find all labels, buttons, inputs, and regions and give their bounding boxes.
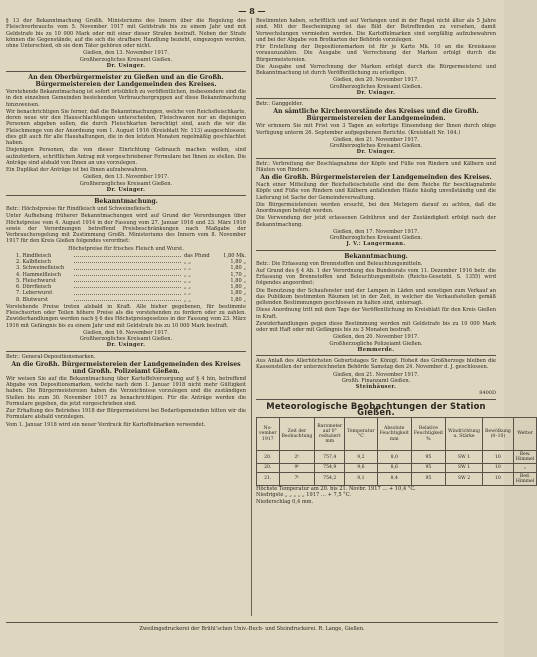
notice2-paragraph: Vorstehende Preise treten alsbald in Kraft. Alle bisher gegebenen, für bestimmte Fleischsorten oder Teilen höhere Preise als die vorstehenden zu fordern oder zu zahlen. Zuwiderhandlungen werden nach § 6 des Höchstpreisgesetzes in der Fassung vom 23. März 1916 mit Gefängnis bis zu einem Jahr und mit Geldstrafe bis zu 10 000 Mark bestraft. [6, 303, 246, 329]
notice7-office: Großh. Finanzamt Gießen. [341, 377, 411, 384]
weather-cell: SW 1 [446, 464, 483, 472]
right-column [256, 18, 535, 505]
weather-row [257, 472, 537, 485]
notice4-date: Gießen, den 21. November 1917. [333, 136, 419, 143]
weather-cell: 2ʰ [279, 451, 315, 464]
price-item: 1. Rindfleisch [16, 252, 52, 259]
notice2-heading: Bekanntmachung. [94, 198, 158, 205]
notice5-paragraph: Die Verwendung der jetzt erlassenen Gebühren und der Zuständigkeit erfolgt nach der Bekanntmachung. [256, 215, 496, 228]
weather-header: Relative Feuchtigkeit % [411, 418, 445, 451]
price-value: 1,80 „ [230, 284, 246, 290]
notice3-subject: Betr.: General-Depositionsmarken. [6, 353, 96, 360]
notice5-subject: Betr.: Verbreitung der Beschlagnahme der Köpfe und Füße von Rindern und Kälbern und Häuten von Rindern. [256, 160, 496, 173]
notice6-paragraph: Die Benutzung der Schaufenster und der Lampen in Läden und sonstigen zum Verkauf an das Publikum bestimmten Räumen ist in der Zeit, in welcher die Verkaufsstellen gemäß geltenden Bestimmungen geschlossen zu halten sind, untersagt. [256, 287, 496, 306]
notice4-paragraph: Wir erinnern Sie mit Frist von 3 Tagen an sofortige Einsendung der Ihnen durch obige Verfügung unterm 26. September aufgegebenen Berichte. (Kreisblatt Nr. 164.) [256, 123, 496, 136]
printer-footer: Zweilingsdruckerei der Brühl’schen Univ.-Buch- und Steindruckerei. R. Lange, Gießen. [6, 622, 498, 632]
weather-cell: 9,6 [345, 464, 377, 472]
weather-row [257, 451, 537, 464]
divider-rule [6, 71, 246, 72]
top-office: Großherzogliches Kreisamt Gießen. [329, 83, 423, 90]
weather-note: Niederschlag 0,4 mm. [256, 498, 314, 505]
notice4-subject: Betr.: Ganggelder. [256, 101, 303, 107]
notice5-heading: An die Großh. Bürgermeistereien der Landgemeinden des Kreises. [260, 174, 492, 181]
weather-cell: 20. [257, 451, 280, 464]
price-item: 3. Schweinefleisch [16, 265, 65, 272]
weather-header-row [257, 418, 537, 451]
price-value: 1,80 „ [230, 296, 246, 303]
notice7-code: 8400D [479, 390, 496, 397]
price-item: 6. Dörrfleisch [16, 284, 52, 290]
weather-header: No-vember 1917 [257, 418, 280, 451]
notice5-paragraph: Die Bürgermeistereien werden ersucht, bei den Metzgern darauf zu achten, daß die Anordnungen befolgt werden. [256, 201, 496, 214]
notice7-date: Gießen, den 21. November 1917. [333, 371, 419, 378]
divider-rule [256, 399, 496, 400]
intro-signer: Dr. Usinger. [106, 62, 146, 69]
notice6-paragraph: Zuwiderhandlungen gegen diese Bestimmung werden mit Geldstrafe bis zu 10 000 Mark oder mit Haft oder mit Gefängnis bis zu 3 Monaten bestraft. [256, 320, 496, 333]
weather-cell: 10 [482, 464, 513, 472]
weather-cell: 754,9 [315, 464, 345, 472]
notice7-paragraph: Aus Anlaß des Allerhöchsten Geburtstages Sr. Königl. Hoheit des Großherzogs bleiben die Kassenstellen der unterzeichneten Behörde Samstag den 24. November d. J. geschlossen. [256, 358, 496, 371]
weather-cell: 95 [411, 472, 445, 485]
weather-cell: Bew. Himmel [513, 451, 536, 464]
weather-header: Wetter [513, 418, 536, 451]
weather-cell: 8,4 [377, 472, 411, 485]
weather-title: Meteorologische Beobachtungen der Station Gießen. [266, 400, 486, 417]
weather-cell: 8,6 [377, 464, 411, 472]
notice3-paragraph: Wir weisen Sie auf die Bekanntmachung über Kartoffelversorgung auf § 4 hin, betreffend Abgabe von Depositionsmarken, welche nach dem 1. Januar 1918 nicht mehr Gültigkeit haben. Die Bürgermeistereien haben die Verzeichnisse vorzulegen und die zuständigen Stellen bis zum 30. November 1917 zu benachrichtigen. Für die Anträge werden die Formulare gegeben, die jetzt vorgeschrieben sind. [6, 375, 246, 407]
notice1-paragraph: Diejenigen Personen, die von dieser Einrichtung Gebrauch machen wollen, sind aufzufordern, schriftlichen Antrag mit vorgeschriebener Formulare bei Ihnen zu stellen. Die Anträge sind alsbald von Ihnen an uns vorzulegen. [6, 147, 246, 166]
weather-header: Absolute Feuchtigkeit mm [377, 418, 411, 451]
notice4-office: Großherzogliches Kreisamt Gießen. [329, 143, 423, 149]
weather-header: Temperatur °C [345, 418, 377, 451]
notice2-signer: Dr. Usinger. [106, 342, 146, 349]
weather-header: Windrichtung u. Stärke [446, 418, 483, 451]
notice2-date: Gießen, den 16. November 1917. [83, 329, 169, 336]
notice3-paragraph: Vom 1. Januar 1918 wird ein neuer Vordruck für Kartoffelmarken verwendet. [6, 421, 206, 428]
notice7-signer: Steinhäuser. [355, 384, 397, 390]
weather-header: Bewölkung (0–10) [482, 418, 513, 451]
weather-header: Zeit der Beobachtung [279, 418, 315, 451]
price-unit: „ „ [184, 271, 191, 278]
divider-rule [256, 355, 496, 356]
left-column [6, 18, 246, 429]
price-row [16, 297, 246, 303]
weather-cell: „ [513, 464, 536, 472]
page-number: — 8 — [238, 6, 266, 16]
price-item: 8. Blutwurst [16, 296, 48, 303]
weather-cell: 757,4 [315, 451, 345, 464]
weather-cell: 95 [411, 451, 445, 464]
price-value: 1,80 „ [230, 277, 246, 284]
weather-cell: 9,2 [345, 451, 377, 464]
weather-header: Barometer auf 0° reduziert mm [315, 418, 345, 451]
weather-cell: 754,2 [315, 472, 345, 485]
price-unit: „ „ [184, 296, 191, 303]
notice2-subheading: Höchstpreise für frisches Fleisch und Wurst. [68, 245, 184, 252]
notice1-date: Gießen, den 13. November 1917. [83, 174, 169, 181]
price-unit: „ „ [184, 265, 191, 272]
intro-date: Gießen, den 13. November 1917. [83, 50, 169, 57]
notice1-paragraph: Vorstehende Bekanntmachung ist sofort ortsüblich zu veröffentlichen, insbesondere sind die in den einzelnen Gemeinden bestehenden Verbrauchergruppen auf diese Bekanntmachung hinzuweisen. [6, 89, 246, 108]
weather-cell: SW 1 [446, 451, 483, 464]
notice5-paragraph: Nach einer Mitteilung der Reichsfleischstelle sind die dem Reiche für beschlagnahmte Köpfe und Füße von Rindern und Kälbern anfallenden Häute häufig unvollständig und die Lieferung ist Sache der Gemeindeverwaltung. [256, 182, 496, 201]
price-item: 5. Fleischwurst [16, 277, 56, 284]
notice1-paragraph: Wir benachrichtigen Sie ferner, daß die Bekanntmachungen, welche von Reichsfleischkarte, deren neue wir den Hausschlachtungen unterscheiden, Fleischwaren nur an diejenigen Personen abgeben sollen, die durch Fleischkarten berechtigt sind, auch die wir die Fleischmenge von der Anordnung vom 1. August 1916 (Kreisblatt Nr. 113) ausgeschlossen; dies gilt auch für alle Haushaltungen, die in den letzten Monaten regelmäßig geschlachtet haben. [6, 108, 246, 146]
notice6-office: Großherzogliche Polizeiamt Gießen. [329, 340, 423, 347]
weather-cell: 10 [482, 451, 513, 464]
notice2-paragraph: Unter Aufhebung früherer Bekanntmachungen wird auf Grund der Verordnungen über Höchstpreise vom 4. August 1914 in der Fassung vom 27. Januar 1916 und 23. März 1916 sowie der Verordnungen betreffend Preisbeschränkungen nach Maßgabe der Verbrauchsregelung mit Zustimmung Großh. Ministeriums des Innern vom 8. November 1917 für den Kreis Gießen folgendes verordnet: [6, 213, 246, 245]
price-value: 1,80 Mk. [223, 252, 246, 259]
divider-rule [256, 250, 496, 251]
weather-cell: Bed. Himmel [513, 472, 536, 485]
weather-cell: 20. [257, 464, 280, 472]
weather-cell: 7ʰ [279, 472, 315, 485]
price-item: 7. Leberwurst [16, 290, 53, 297]
price-unit: das Pfund [184, 252, 210, 259]
weather-cell: 9,1 [345, 472, 377, 485]
notice1-office: Großherzogliches Kreisamt Gießen. [79, 180, 173, 187]
weather-cell: 8,0 [377, 451, 411, 464]
weather-cell: 95 [411, 464, 445, 472]
weather-cell: 9ʰ [279, 464, 315, 472]
notice6-paragraph: Diese Anordnung tritt mit dem Tage der Veröffentlichung im Kreisblatt für den Kreis Gießen in Kraft. [256, 307, 496, 320]
notice1-heading: An den Oberbürgermeister zu Gießen und an die Großh. Bürgermeistereien der Landgemeinden des Kreises. [28, 74, 224, 88]
notice3-paragraph: Zur Erhaltung des Betriebes 1918 der Bürgermeisterei bei Bedarfsgemeinden bitten wir die Formulare alsbald vorzulegen. [6, 408, 246, 421]
notice1-paragraph: Ein Duplikat der Anträge ist bei Ihnen aufzubewahren. [6, 167, 149, 173]
notice6-paragraph: Betr.: Die Erfassung von Brennstoffen und Beleuchtungsmitteln. [256, 260, 423, 267]
intro-office: Großherzogliches Kreisamt Gießen. [79, 56, 173, 63]
price-unit: „ „ [184, 259, 191, 265]
price-item: 2. Kalbfleisch [16, 259, 51, 265]
price-value: 1,80 „ [230, 259, 246, 265]
notice6-heading: Bekanntmachung. [344, 252, 408, 260]
notice4-signer: Dr. Usinger. [356, 149, 396, 156]
price-unit: „ „ [184, 284, 191, 290]
notice5-office: Großherzogliches Kreisamt Gießen. [329, 235, 423, 241]
weather-row [257, 464, 537, 472]
weather-note: Höchste Temperatur am 20. bis 21. Novbr. 1917 … + 10,4 °C. [256, 486, 416, 493]
notice6-paragraph: Auf Grund des § 4 Ab. 1 der Verordnung des Bundesrats vom 11. Dezember 1916 betr. die Erfassung von Brennstoffen und Beleuchtungsmitteln (Reichs-Gesetzbl. S. 1355) wird folgendes angeordnet: [256, 267, 496, 287]
price-value: 1,80 „ [230, 265, 246, 272]
weather-cell: 10 [482, 472, 513, 485]
notice3-heading: An die Großh. Bürgermeistereien der Landgemeinden des Kreises und Großh. Polizeiamt Gießen. [11, 360, 241, 375]
column-divider [251, 18, 252, 616]
top-paragraph: Die Ausgabe und Verrechnung der Marken erfolgt durch die Bürgermeisterei und Bekanntmachung ist durch Veröffentlichung zu erledigen. [256, 63, 496, 76]
divider-rule [256, 98, 496, 99]
notice4-heading: An sämtliche Kirchenvorstände des Kreises und die Großh. Bürgermeistereien der Landgemeinden. [273, 108, 479, 123]
weather-cell: SW 2 [446, 472, 483, 485]
divider-rule [256, 158, 496, 159]
top-date: Gießen, den 20. November 1917. [333, 77, 419, 84]
weather-table [256, 417, 537, 486]
weather-cell: 21. [257, 472, 280, 485]
notice5-date: Gießen, den 17. November 1917. [333, 228, 419, 235]
notice5-signer: J. V.: Langermann. [346, 241, 406, 248]
price-list [16, 253, 246, 303]
price-value: 1,80 „ [230, 290, 246, 297]
price-value: 1,70 „ [230, 271, 246, 278]
divider-rule [6, 351, 246, 352]
notice2-paragraph: Betr.: Höchstpreise für Rindfleisch und Schweinefleisch. [6, 206, 152, 212]
price-unit: „ „ [184, 290, 191, 297]
divider-rule [6, 195, 246, 196]
notice6-signer: Hemmerde. [357, 346, 395, 353]
intro-paragraph: § 13 der Bekanntmachung Großh. Ministeriums des Innern über die Regelung des Fleischverbrauchs vom 5. November 1917 mit Geldstrafe bis zu einem Jahr und mit Geldstrafe bis zu 10 000 Mark oder mit einer dieser Strafen bestraft. Neben der Strafe können die Gegenstände, auf die sich die strafbare Handlung bezieht, eingezogen werden, ohne Unterschied, ob sie dem Täter gehören oder nicht. [6, 18, 246, 49]
price-unit: „ „ [184, 277, 191, 284]
top-signer: Dr. Usinger. [356, 89, 396, 96]
weather-note: Niedrigste „ „ „ „ „ 1917 … + 7,5 °C. [256, 492, 352, 499]
top-paragraph: Bestimmten haben, schriftlich und auf Verlangen und in der Regel nicht älter als 5 Jahre sind. Mit der Bescheinigung ist das Bild der Betreffenden zu versehen, damit Verwechslungen vermieden werden. Die Kartoffelmarken sind sorgfältig aufzubewahren und bei der Abgabe von Brotkarten der Behörde vorzulegen. [256, 18, 496, 43]
top-paragraph: Für Erstellung der Depositionsmarken ist für je Karte Mk. 10 an die Kreiskasse vorauszuzahlen. Die Ausgabe und Verrechnung der Marken erfolgt durch die Bürgermeistereien. [256, 44, 496, 63]
notice1-signer: Dr. Usinger. [106, 186, 146, 193]
notice2-office: Großherzogliches Kreisamt Gießen. [79, 336, 173, 342]
price-item: 4. Hammelfleisch [16, 271, 62, 278]
notice6-date: Gießen, den 20. November 1917. [333, 334, 419, 341]
